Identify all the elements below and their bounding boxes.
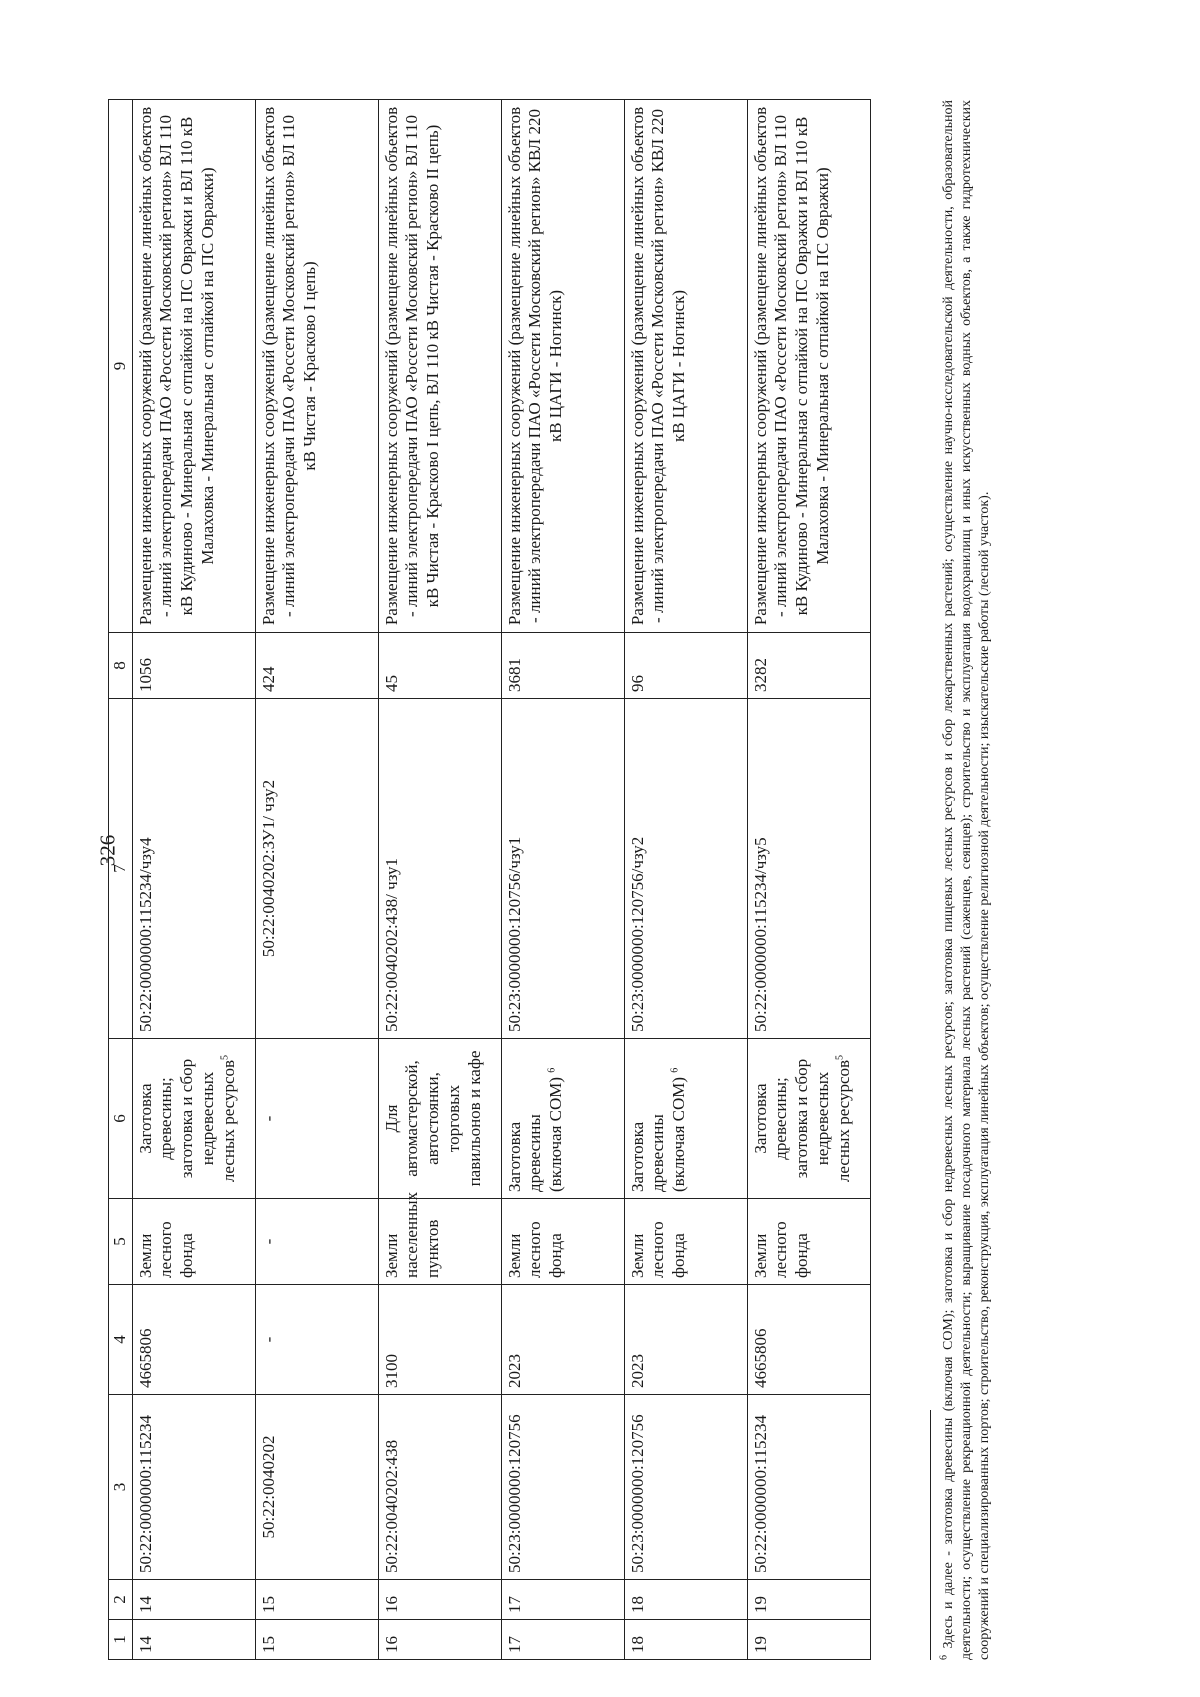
table-row <box>501 100 624 1660</box>
permitted-use <box>132 1039 255 1199</box>
part-area: 96 <box>624 633 747 699</box>
land-category: Земли лесного фонда <box>624 1199 747 1285</box>
area: 2023 <box>501 1285 624 1395</box>
table-row <box>747 100 870 1660</box>
part-area: 1056 <box>132 633 255 699</box>
table-row <box>378 100 501 1660</box>
land-category: - <box>255 1199 378 1285</box>
land-category: Земли лесного фонда <box>132 1199 255 1285</box>
footnote-separator <box>930 1410 931 1660</box>
land-category: Земли населенных пунктов <box>378 1199 501 1285</box>
row-number: 18 <box>624 1580 747 1620</box>
permitted-use <box>378 1039 501 1199</box>
row-index: 16 <box>378 1620 501 1660</box>
permitted-use-text: - <box>258 1115 278 1122</box>
row-number: 16 <box>378 1580 501 1620</box>
header-cell: 6 <box>109 1039 133 1199</box>
row-number: 19 <box>747 1580 870 1620</box>
footnote-text: Здесь и далее - заготовка древесины (включая СОМ); заготовка и сбор недревесных лесных ресурсов; заготовка пищевых лесных ресурсов и сбор лекарственных растений; осуществление научно-исследовательской деятельности, образовательной деятельности; осуществление рекреационной деятельности; выращивание посадочного материала лесных растений (саженцев, сеянцев); строительство и эксплуатация водохранилищ и иных искусственных водных объектов, а также гидротехнических сооружений и специализированных портов; строительство, реконструкция, эксплуатация линейных объектов; осуществление религиозной деятельности; изыскательские работы (лесной участок). <box>941 100 992 1660</box>
footnote-ref: 6 <box>546 1067 558 1073</box>
permitted-use-text: Заготовка древесины (включая СОМ) <box>504 1076 566 1192</box>
row-index: 19 <box>747 1620 870 1660</box>
part-area: 424 <box>255 633 378 699</box>
row-number: 14 <box>132 1580 255 1620</box>
header-cell: 2 <box>109 1580 133 1620</box>
part-number: 50:22:0040202:ЗУ1/ чзу2 <box>255 699 378 1039</box>
rotated-page-content <box>108 60 1188 1660</box>
row-index: 14 <box>132 1620 255 1660</box>
table-row <box>132 100 255 1660</box>
cadastral-number: 50:22:0040202:438 <box>378 1395 501 1580</box>
part-number: 50:23:0000000:120756/чзу2 <box>624 699 747 1039</box>
table-header-row <box>109 100 133 1660</box>
header-cell: 7 <box>109 699 133 1039</box>
cadastral-number: 50:23:0000000:120756 <box>624 1395 747 1580</box>
header-cell: 3 <box>109 1395 133 1580</box>
land-plots-table <box>108 99 871 1660</box>
header-cell: 9 <box>109 100 133 633</box>
land-category: Земли лесного фонда <box>747 1199 870 1285</box>
permitted-use <box>255 1039 378 1199</box>
permitted-use-text: Заготовка древесины (включая СОМ) <box>627 1076 689 1192</box>
purpose: Размещение инженерных сооружений (размещение линейных объектов - линий электропередачи ПАО «Россети Московский регион» ВЛ 110 кВ Кудиново - Минеральная с отпайкой на ПС Овражки и ВЛ 110 кВ Малаховка - Минеральная с отпайкой на ПС Овражки) <box>747 100 870 633</box>
part-number: 50:22:0000000:115234/чзу4 <box>132 699 255 1039</box>
cadastral-number: 50:22:0000000:115234 <box>132 1395 255 1580</box>
row-index: 15 <box>255 1620 378 1660</box>
cadastral-number: 50:23:0000000:120756 <box>501 1395 624 1580</box>
row-number: 15 <box>255 1580 378 1620</box>
purpose: Размещение инженерных сооружений (размещение линейных объектов - линий электропередачи ПАО «Россети Московский регион» КВЛ 220 кВ ЦАГИ - Ногинск) <box>624 100 747 633</box>
permitted-use-text: Для автомастерской, автостоянки, торговых павильонов и кафе <box>381 1050 484 1187</box>
permitted-use <box>501 1039 624 1199</box>
page-number: 326 <box>95 834 120 867</box>
footnote-marker: 6 <box>938 1655 950 1660</box>
footnote <box>940 100 994 1660</box>
permitted-use-text: Заготовка древесины; заготовка и сбор недревесных лесных ресурсов <box>135 1058 238 1183</box>
area: 3100 <box>378 1285 501 1395</box>
area: 2023 <box>624 1285 747 1395</box>
permitted-use <box>747 1039 870 1199</box>
cadastral-number: 50:22:0000000:115234 <box>747 1395 870 1580</box>
header-cell: 4 <box>109 1285 133 1395</box>
part-number: 50:22:0040202:438/ чзу1 <box>378 699 501 1039</box>
footnote-ref: 5 <box>219 1054 231 1060</box>
footnote-ref: 5 <box>834 1054 846 1060</box>
permitted-use <box>624 1039 747 1199</box>
header-cell: 5 <box>109 1199 133 1285</box>
row-number: 17 <box>501 1580 624 1620</box>
part-number: 50:23:0000000:120756/чзу1 <box>501 699 624 1039</box>
row-index: 18 <box>624 1620 747 1660</box>
part-area: 3282 <box>747 633 870 699</box>
purpose: Размещение инженерных сооружений (размещение линейных объектов - линий электропередачи ПАО «Россети Московский регион» ВЛ 110 кВ Чистая - Красково I цепь, ВЛ 110 кВ Чистая - Красково II цепь) <box>378 100 501 633</box>
area: 4665806 <box>747 1285 870 1395</box>
purpose: Размещение инженерных сооружений (размещение линейных объектов - линий электропередачи ПАО «Россети Московский регион» КВЛ 220 кВ ЦАГИ - Ногинск) <box>501 100 624 633</box>
row-index: 17 <box>501 1620 624 1660</box>
footnote-ref: 6 <box>669 1067 681 1073</box>
purpose: Размещение инженерных сооружений (размещение линейных объектов - линий электропередачи ПАО «Россети Московский регион» ВЛ 110 кВ Чистая - Красково I цепь) <box>255 100 378 633</box>
table-row <box>255 100 378 1660</box>
part-number: 50:22:0000000:115234/чзу5 <box>747 699 870 1039</box>
permitted-use-text: Заготовка древесины; заготовка и сбор недревесных лесных ресурсов <box>750 1058 853 1183</box>
header-cell: 1 <box>109 1620 133 1660</box>
table-row <box>624 100 747 1660</box>
area: - <box>255 1285 378 1395</box>
area: 4665806 <box>132 1285 255 1395</box>
land-category: Земли лесного фонда <box>501 1199 624 1285</box>
purpose: Размещение инженерных сооружений (размещение линейных объектов - линий электропередачи ПАО «Россети Московский регион» ВЛ 110 кВ Кудиново - Минеральная с отпайкой на ПС Овражки и ВЛ 110 кВ Малаховка - Минеральная с отпайкой на ПС Овражки) <box>132 100 255 633</box>
part-area: 3681 <box>501 633 624 699</box>
header-cell: 8 <box>109 633 133 699</box>
part-area: 45 <box>378 633 501 699</box>
cadastral-number: 50:22:0040202 <box>255 1395 378 1580</box>
